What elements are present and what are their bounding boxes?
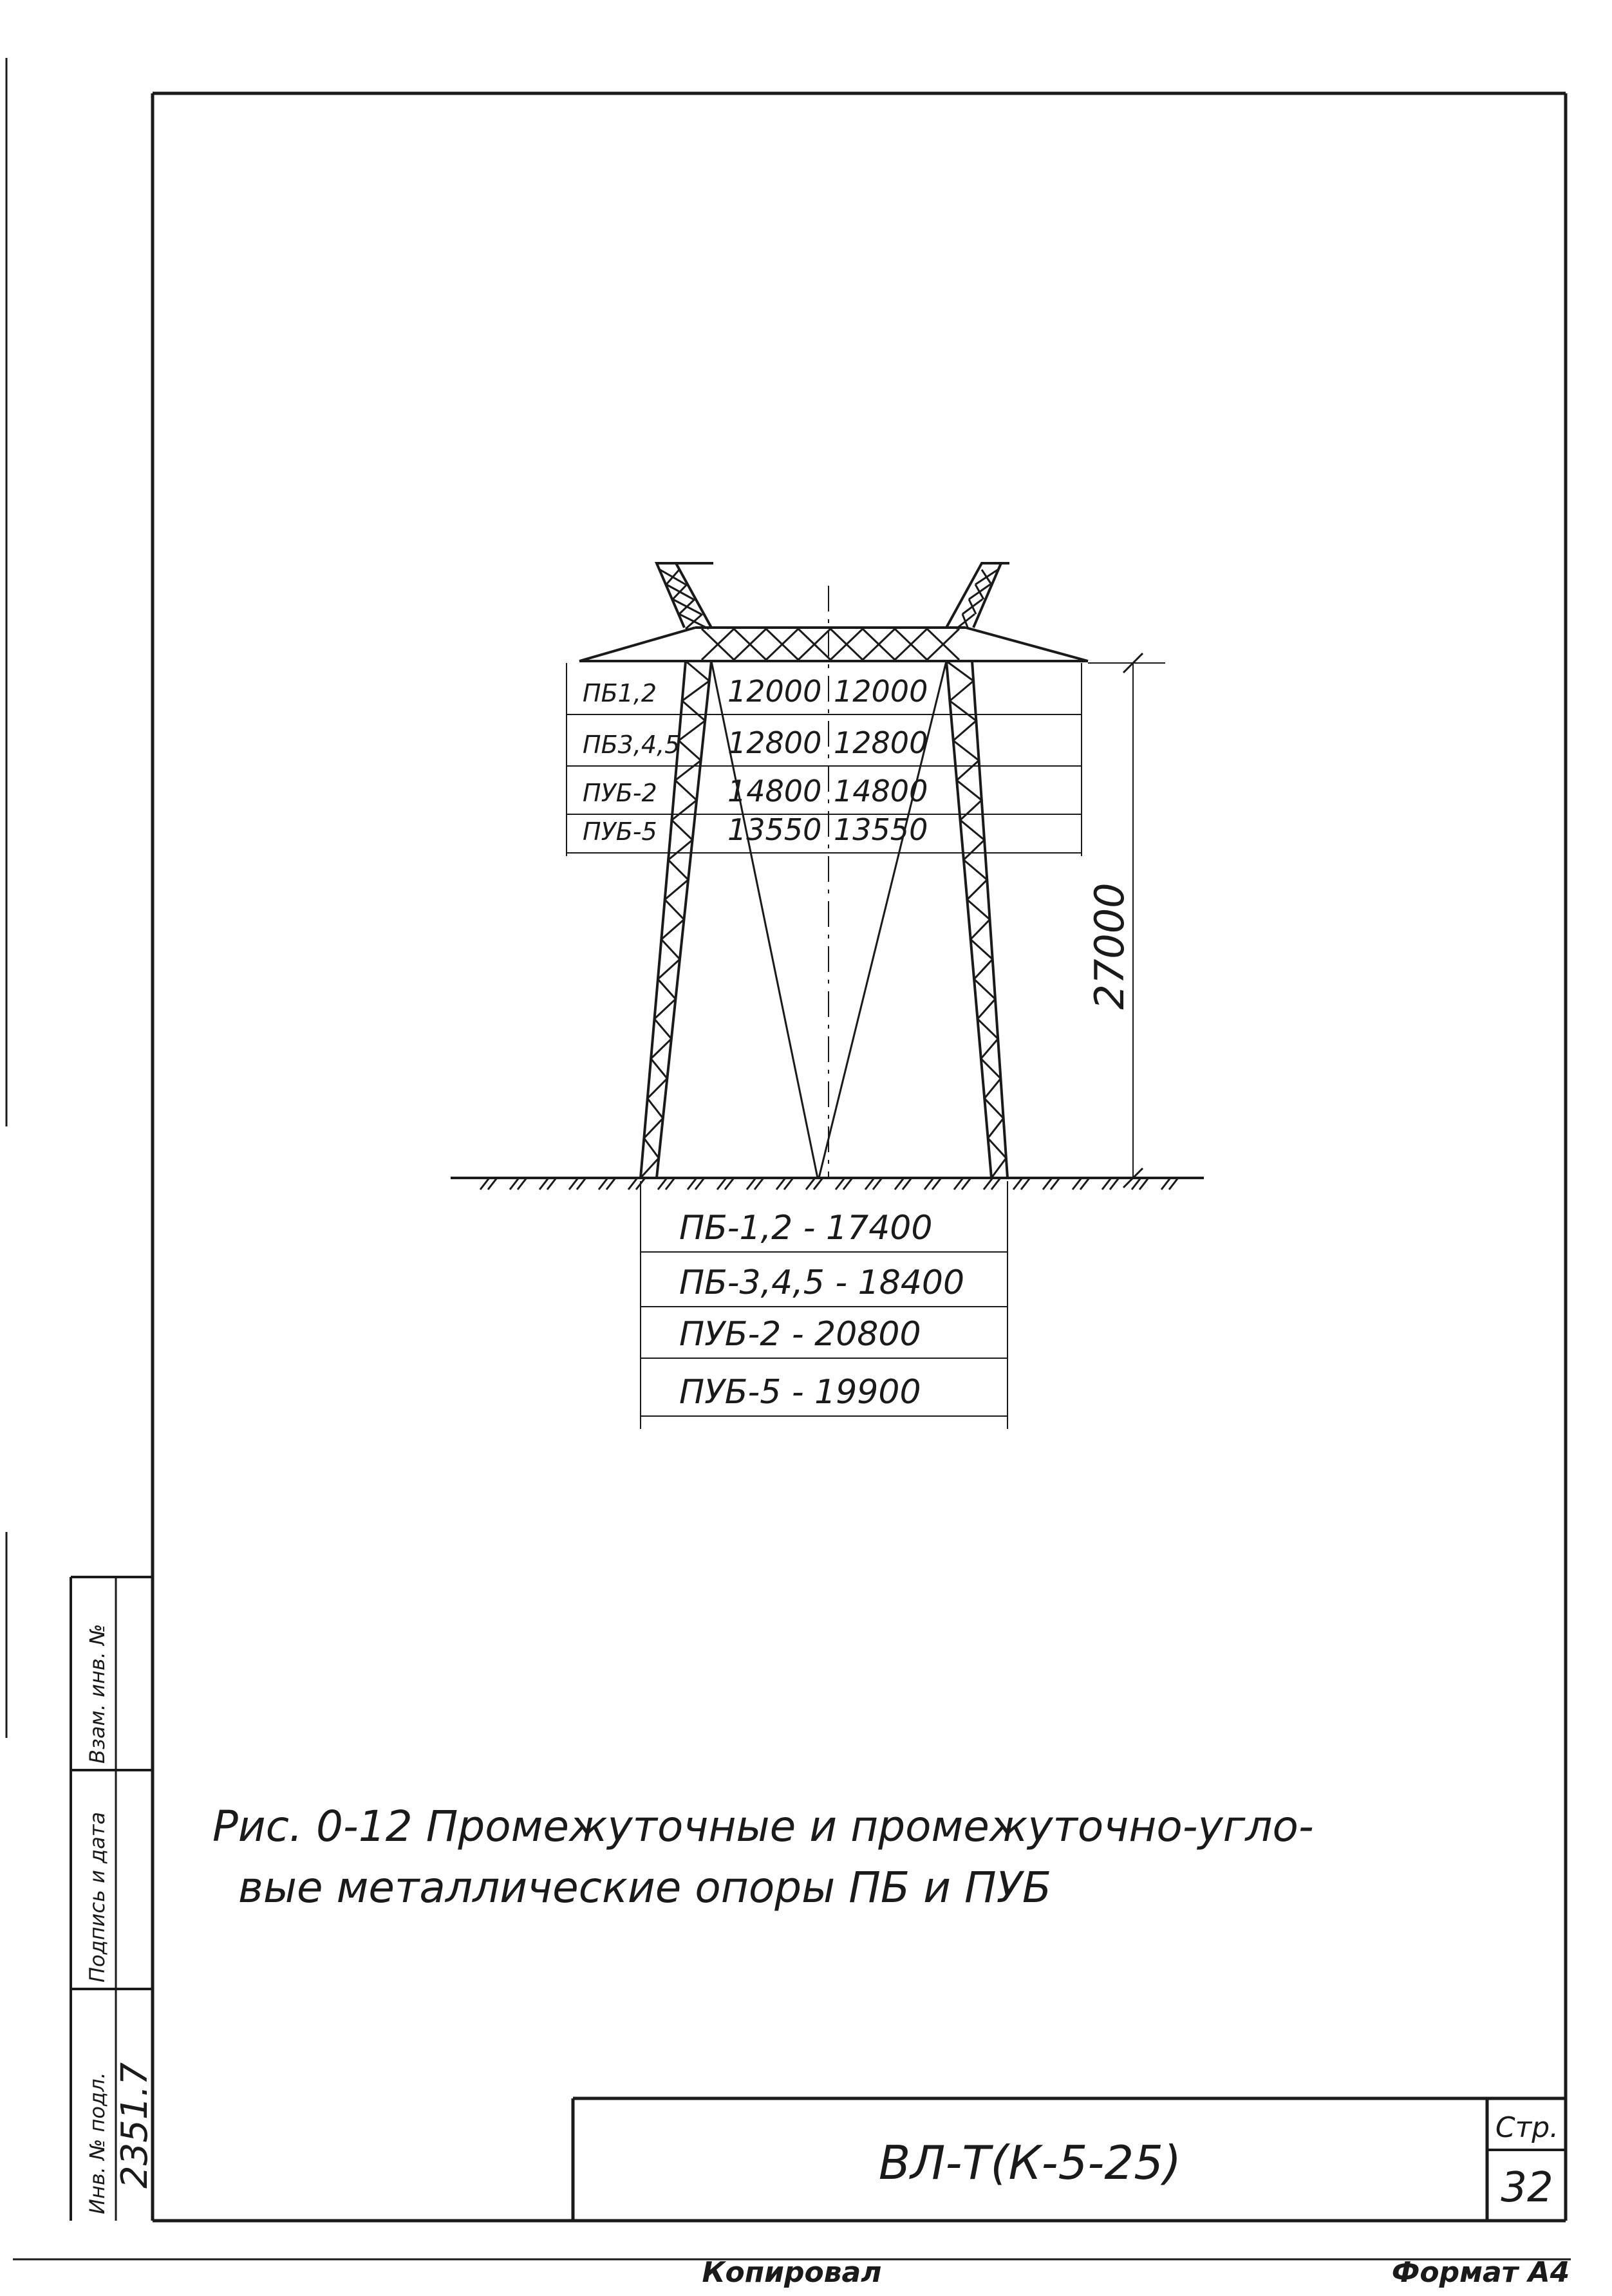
variant-name: ПБ3,4,5 [583,731,680,759]
variant-left-value: 12000 [727,674,822,709]
figure-caption [212,1802,1314,1912]
title-block [573,2098,1566,2221]
tower-drawing [451,563,1204,1429]
copied-label: Копировал [702,2256,882,2289]
variant-right-value: 12000 [834,674,928,709]
caption-line-2: вые металлические опоры ПБ и ПУБ [238,1863,1052,1912]
ground-line [451,1178,1204,1190]
inv-podl-label: Инв. № подл. [85,2072,109,2214]
crossarm [579,628,1088,661]
base-width-label: ПУБ-2 - 20800 [679,1315,921,1354]
variant-name: ПУБ-2 [583,779,657,807]
format-label: Формат А4 [1391,2256,1570,2289]
footer [702,2256,1570,2289]
base-width-label: ПУБ-5 - 19900 [679,1373,921,1412]
side-stamp [71,1577,156,2221]
variant-right-value: 12800 [834,725,928,760]
variant-right-value: 13550 [834,812,928,847]
ground-wire-peaks [657,563,1009,629]
document-code: ВЛ-Т(К-5-25) [878,2136,1182,2190]
inv-value: 2351.7 [114,2062,156,2189]
podpis-label: Подпись и дата [85,1811,109,1983]
sheet-frame [13,93,1571,2259]
page-label: Стр. [1495,2111,1559,2144]
height-dimension [1086,653,1165,1188]
base-width-label: ПБ-1,2 - 17400 [679,1209,933,1247]
variant-name: ПУБ-5 [583,817,657,846]
page-number: 32 [1501,2164,1553,2212]
height-label: 27000 [1086,882,1133,1010]
variant-name: ПБ1,2 [583,679,657,707]
caption-line-1: Рис. 0-12 Промежуточные и промежуточно-угло- [212,1802,1314,1851]
base-width-label: ПБ-3,4,5 - 18400 [679,1264,965,1302]
variant-right-value: 14800 [834,774,928,808]
tower-legs [641,661,1008,1178]
variant-left-value: 14800 [727,774,822,808]
variant-left-value: 13550 [727,812,822,847]
variant-left-value: 12800 [727,725,822,760]
vzam-inv-label: Взам. инв. № [85,1623,109,1764]
